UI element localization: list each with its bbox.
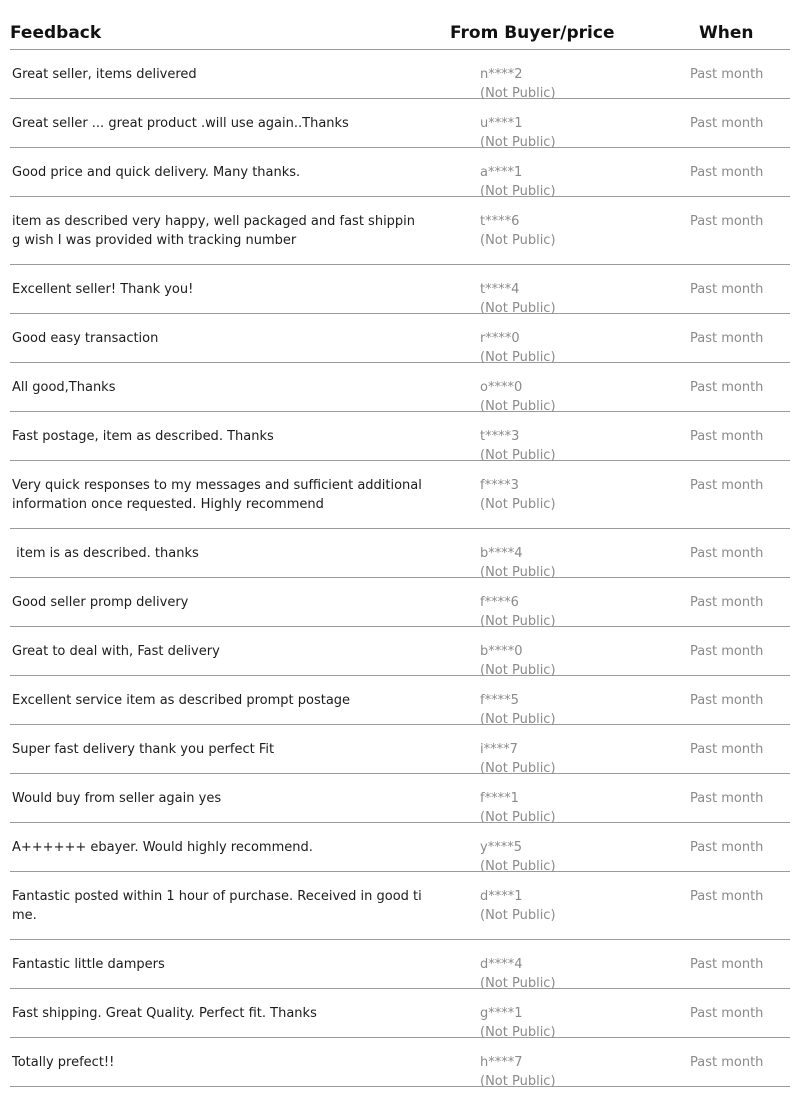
table-row: [10, 989, 790, 1038]
buyer-name: f****6: [480, 595, 519, 610]
feedback-when: Past month: [690, 478, 764, 493]
feedback-when: Past month: [690, 644, 764, 659]
buyer-name: f****5: [480, 693, 519, 708]
table-row: [10, 578, 790, 627]
feedback-comment: Fantastic posted within 1 hour of purchase. Received in good time.: [12, 889, 422, 923]
feedback-rows: [10, 50, 790, 1087]
table-row: [10, 197, 790, 265]
buyer-name: f****3: [480, 478, 519, 493]
buyer-name: d****4: [480, 957, 523, 972]
buyer-name: d****1: [480, 889, 523, 904]
buyer-cell: [480, 691, 556, 729]
feedback-comment: item as described very happy, well packaged and fast shipping wish I was provided with tracking number: [12, 214, 416, 248]
buyer-cell: [480, 114, 556, 152]
buyer-visibility: (Not Public): [480, 1025, 556, 1040]
feedback-when: Past month: [690, 429, 764, 444]
buyer-visibility: (Not Public): [480, 1074, 556, 1089]
buyer-visibility: (Not Public): [480, 497, 556, 512]
buyer-visibility: (Not Public): [480, 614, 556, 629]
feedback-when: Past month: [690, 840, 764, 855]
feedback-when: Past month: [690, 282, 764, 297]
buyer-cell: [480, 427, 556, 465]
table-row: [10, 50, 790, 99]
table-row: [10, 529, 790, 578]
buyer-cell: [480, 544, 556, 582]
feedback-when: Past month: [690, 889, 764, 904]
buyer-name: o****0: [480, 380, 523, 395]
feedback-when: Past month: [690, 165, 764, 180]
table-row: [10, 1038, 790, 1087]
feedback-when: Past month: [690, 957, 764, 972]
feedback-when: Past month: [690, 693, 764, 708]
buyer-visibility: (Not Public): [480, 663, 556, 678]
feedback-comment: Totally prefect!!: [12, 1055, 115, 1070]
buyer-visibility: (Not Public): [480, 976, 556, 991]
feedback-comment: Excellent seller! Thank you!: [12, 282, 194, 297]
feedback-comment: Fast postage, item as described. Thanks: [12, 429, 274, 444]
feedback-comment: Great to deal with, Fast delivery: [12, 644, 220, 659]
buyer-cell: [480, 740, 556, 778]
buyer-cell: [480, 838, 556, 876]
buyer-name: t****3: [480, 429, 520, 444]
feedback-comment: Very quick responses to my messages and sufficient additional information once requested. Highly recommend: [12, 478, 427, 512]
buyer-cell: [480, 887, 556, 925]
buyer-name: n****2: [480, 67, 523, 82]
feedback-comment: Good easy transaction: [12, 331, 159, 346]
table-row: [10, 99, 790, 148]
table-row: [10, 412, 790, 461]
feedback-comment: A++++++ ebayer. Would highly recommend.: [12, 840, 313, 855]
column-header-feedback: Feedback: [10, 23, 102, 43]
feedback-comment: Excellent service item as described prompt postage: [12, 693, 351, 708]
buyer-name: g****1: [480, 1006, 523, 1021]
table-row: [10, 265, 790, 314]
buyer-name: h****7: [480, 1055, 523, 1070]
feedback-when: Past month: [690, 1055, 764, 1070]
feedback-when: Past month: [690, 1006, 764, 1021]
buyer-cell: [480, 476, 556, 514]
table-row: [10, 676, 790, 725]
buyer-name: f****1: [480, 791, 519, 806]
table-row: [10, 461, 790, 529]
column-header-when: When: [699, 23, 754, 43]
buyer-visibility: (Not Public): [480, 184, 556, 199]
buyer-visibility: (Not Public): [480, 565, 556, 580]
buyer-name: u****1: [480, 116, 523, 131]
feedback-when: Past month: [690, 595, 764, 610]
buyer-name: a****1: [480, 165, 523, 180]
buyer-cell: [480, 163, 556, 201]
buyer-name: y****5: [480, 840, 522, 855]
buyer-visibility: (Not Public): [480, 810, 556, 825]
buyer-visibility: (Not Public): [480, 448, 556, 463]
table-row: [10, 940, 790, 989]
table-row: [10, 823, 790, 872]
feedback-when: Past month: [690, 742, 764, 757]
buyer-name: t****6: [480, 214, 520, 229]
table-row: [10, 363, 790, 412]
buyer-cell: [480, 593, 556, 631]
feedback-comment: item is as described. thanks: [12, 546, 199, 561]
feedback-when: Past month: [690, 116, 764, 131]
table-header: [10, 0, 790, 50]
buyer-cell: [480, 378, 556, 416]
buyer-name: b****0: [480, 644, 523, 659]
table-row: [10, 872, 790, 940]
buyer-visibility: (Not Public): [480, 761, 556, 776]
feedback-table: [10, 0, 790, 1087]
buyer-visibility: (Not Public): [480, 908, 556, 923]
buyer-visibility: (Not Public): [480, 135, 556, 150]
feedback-when: Past month: [690, 791, 764, 806]
feedback-comment: Good price and quick delivery. Many thanks.: [12, 165, 301, 180]
feedback-comment: Super fast delivery thank you perfect Fit: [12, 742, 275, 757]
table-row: [10, 725, 790, 774]
buyer-cell: [480, 789, 556, 827]
feedback-comment: All good,Thanks: [12, 380, 116, 395]
buyer-name: t****4: [480, 282, 520, 297]
feedback-when: Past month: [690, 331, 764, 346]
buyer-name: i****7: [480, 742, 518, 757]
feedback-comment: Fast shipping. Great Quality. Perfect fit. Thanks: [12, 1006, 317, 1021]
buyer-name: b****4: [480, 546, 523, 561]
feedback-when: Past month: [690, 546, 764, 561]
buyer-cell: [480, 212, 556, 250]
buyer-cell: [480, 329, 556, 367]
feedback-comment: Would buy from seller again yes: [12, 791, 222, 806]
buyer-visibility: (Not Public): [480, 350, 556, 365]
buyer-cell: [480, 642, 556, 680]
feedback-when: Past month: [690, 67, 764, 82]
buyer-cell: [480, 1004, 556, 1042]
feedback-comment: Great seller, items delivered: [12, 67, 197, 82]
buyer-visibility: (Not Public): [480, 301, 556, 316]
buyer-cell: [480, 65, 556, 103]
buyer-visibility: (Not Public): [480, 712, 556, 727]
table-row: [10, 627, 790, 676]
buyer-cell: [480, 955, 556, 993]
column-header-buyer: From Buyer/price: [450, 23, 615, 43]
feedback-comment: Fantastic little dampers: [12, 957, 165, 972]
feedback-comment: Good seller promp delivery: [12, 595, 189, 610]
table-row: [10, 148, 790, 197]
buyer-cell: [480, 280, 556, 318]
buyer-name: r****0: [480, 331, 520, 346]
feedback-when: Past month: [690, 380, 764, 395]
buyer-visibility: (Not Public): [480, 233, 556, 248]
feedback-comment: Great seller ... great product .will use again..Thanks: [12, 116, 349, 131]
feedback-when: Past month: [690, 214, 764, 229]
table-row: [10, 774, 790, 823]
buyer-visibility: (Not Public): [480, 859, 556, 874]
buyer-cell: [480, 1053, 556, 1091]
buyer-visibility: (Not Public): [480, 86, 556, 101]
table-row: [10, 314, 790, 363]
buyer-visibility: (Not Public): [480, 399, 556, 414]
